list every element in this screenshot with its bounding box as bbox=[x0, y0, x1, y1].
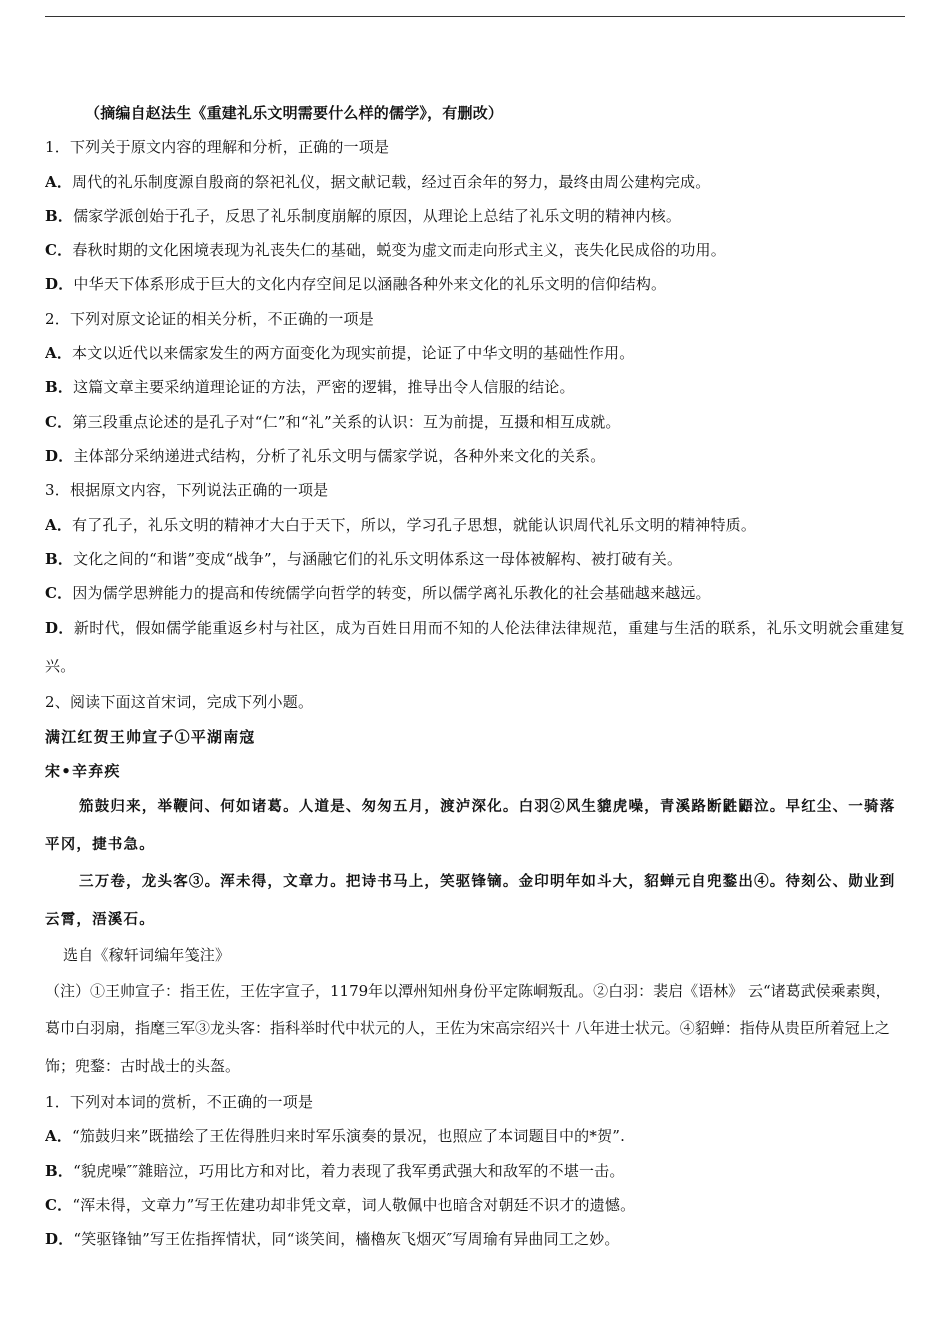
question-2-option-d bbox=[45, 439, 905, 473]
option-text: 第三段重点论述的是孔子对“仁”和“礼”关系的认识：互为前提，互摄和相互成就。 bbox=[72, 412, 621, 431]
document-page bbox=[45, 96, 905, 1257]
poem-author: 宋•辛弃疾 bbox=[45, 762, 121, 781]
option-key: D． bbox=[45, 275, 74, 294]
option-key: A． bbox=[45, 515, 73, 534]
option-text: 本文以近代以来儒家发生的两方面变化为现实前提，论证了中华文明的基础性作用。 bbox=[72, 344, 635, 363]
option-key: C． bbox=[45, 584, 73, 603]
question-1-option-a bbox=[45, 165, 905, 199]
poem-annotation: （注）①王帅宣子：指王佐，王佐字宣子，1179年以潭州知州身份平定陈峒叛乱。②白羽：裴启《语林》 云“诸葛武侯乘素舆，葛巾白羽扇，指麾三军③龙头客：指科举时代中状元的人，王佐为宋高宗绍兴十 八年进士状元。④貂蝉：指侍从贵臣所着冠上之饰；兜鍪：古时战士的头盔。 bbox=[45, 981, 891, 1075]
option-text: 这篇文章主要采纳道理论证的方法，严密的逻辑，推导出令人信服的结论。 bbox=[73, 378, 575, 397]
poem-stanza-1: 笳鼓归来，举鞭问、何如诸葛。人道是、匆匆五月，渡泸深化。白羽②风生貔虎噪，青溪路断鼪鼯泣。早红尘、一骑落平冈，捷书急。 bbox=[45, 798, 896, 853]
option-text: 儒家学派创始于孔子，反思了礼乐制度崩解的原因，从理论上总结了礼乐文明的精神内核。 bbox=[73, 206, 682, 225]
option-text: “貌虎噪″″雜賠泣，巧用比方和对比，着力表现了我军勇武强大和敌军的不堪一击。 bbox=[73, 1161, 625, 1180]
option-text: 春秋时期的文化困境表现为礼丧失仁的基础，蜕变为虚文而走向形式主义，丧失化民成俗的功用。 bbox=[72, 241, 726, 260]
option-text: 文化之间的“和谐”变成“战争”，与涵融它们的礼乐文明体系这一母体被解构、被打破有关。 bbox=[73, 549, 683, 568]
source-attribution: （摘编自赵法生《重建礼乐文明需要什么样的儒学》，有删改） bbox=[85, 104, 504, 122]
question-3-option-d bbox=[45, 610, 905, 685]
poem-question-option-d bbox=[45, 1222, 905, 1256]
question-1-option-d bbox=[45, 267, 905, 301]
question-1-option-c bbox=[45, 233, 905, 267]
option-key: A． bbox=[45, 344, 73, 363]
question-2-option-b bbox=[45, 370, 905, 404]
poem-question-option-c bbox=[45, 1188, 905, 1222]
poem-question-option-b bbox=[45, 1154, 905, 1188]
option-key: B． bbox=[45, 1161, 74, 1180]
option-text: “笑驱锋铀”写王佐指挥情状，同“谈笑间，檣櫓灰飞烟灭″写周瑜有异曲同工之妙。 bbox=[73, 1230, 620, 1249]
option-text: 因为儒学思辨能力的提高和传统儒学向哲学的转变，所以儒学离礼乐教化的社会基础越来越远。 bbox=[72, 584, 711, 603]
option-key: A． bbox=[45, 1127, 73, 1146]
option-text: “浑未得，文章力”写王佐建功却非凭文章，词人敬佩中也暗含对朝廷不识才的遗憾。 bbox=[72, 1196, 636, 1215]
question-3-option-c bbox=[45, 576, 905, 610]
option-text: 主体部分采纳递进式结构，分析了礼乐文明与儒家学说，各种外来文化的关系。 bbox=[73, 446, 606, 465]
poem-stanza-2: 三万卷，龙头客③。浑未得，文章力。把诗书马上，笑驱锋镝。金印明年如斗大，貂蝉元自兜鍪出④。待刻公、勋业到云霄，浯溪石。 bbox=[45, 873, 896, 928]
question-2-option-c bbox=[45, 405, 905, 439]
question-3-stem: 3．根据原文内容，下列说法正确的一项是 bbox=[45, 481, 329, 500]
option-key: C． bbox=[45, 1196, 73, 1215]
header-rule bbox=[45, 16, 905, 17]
question-3-option-b bbox=[45, 542, 905, 576]
section-2-heading: 2、阅读下面这首宋词，完成下列小题。 bbox=[45, 693, 314, 712]
poem-question-stem: 1．下列对本词的赏析，不正确的一项是 bbox=[45, 1093, 314, 1112]
question-1-option-b bbox=[45, 199, 905, 233]
question-1-stem: 1．下列关于原文内容的理解和分析，正确的一项是 bbox=[45, 138, 390, 157]
question-3-option-a bbox=[45, 508, 905, 542]
question-2-stem: 2．下列对原文论证的相关分析，不正确的一项是 bbox=[45, 309, 374, 328]
question-2-option-a bbox=[45, 336, 905, 370]
option-key: D． bbox=[45, 1230, 74, 1249]
option-text: 新时代，假如儒学能重返乡村与社区，成为百姓日用而不知的人伦法律法律规范，重建与生活的联系，礼乐文明就会重建复兴。 bbox=[45, 619, 905, 675]
option-key: B． bbox=[45, 549, 74, 568]
option-key: D． bbox=[45, 446, 74, 465]
poem-question-option-a bbox=[45, 1119, 905, 1153]
option-text: 有了孔子，礼乐文明的精神才大白于天下，所以，学习孔子思想，就能认识周代礼乐文明的精神特质。 bbox=[72, 515, 757, 534]
option-key: C． bbox=[45, 412, 73, 431]
option-key: C． bbox=[45, 241, 73, 260]
option-key: B． bbox=[45, 378, 74, 397]
option-text: 周代的礼乐制度源自殷商的祭祀礼仪，据文献记载，经过百余年的努力，最终由周公建构完成。 bbox=[72, 172, 711, 191]
option-key: B． bbox=[45, 206, 74, 225]
option-text: “笳鼓归来”既描绘了王佐得胜归来时军乐演奏的景况，也照应了本词题目中的*贺”. bbox=[72, 1127, 626, 1146]
poem-source: 选自《稼轩词编年笺注》 bbox=[63, 946, 231, 965]
option-key: D． bbox=[45, 619, 74, 638]
poem-title: 满江红贺王帅宣子①平湖南寇 bbox=[45, 727, 256, 746]
option-key: A． bbox=[45, 172, 73, 191]
option-text: 中华天下体系形成于巨大的文化内存空间足以涵融各种外来文化的礼乐文明的信仰结构。 bbox=[73, 275, 667, 294]
